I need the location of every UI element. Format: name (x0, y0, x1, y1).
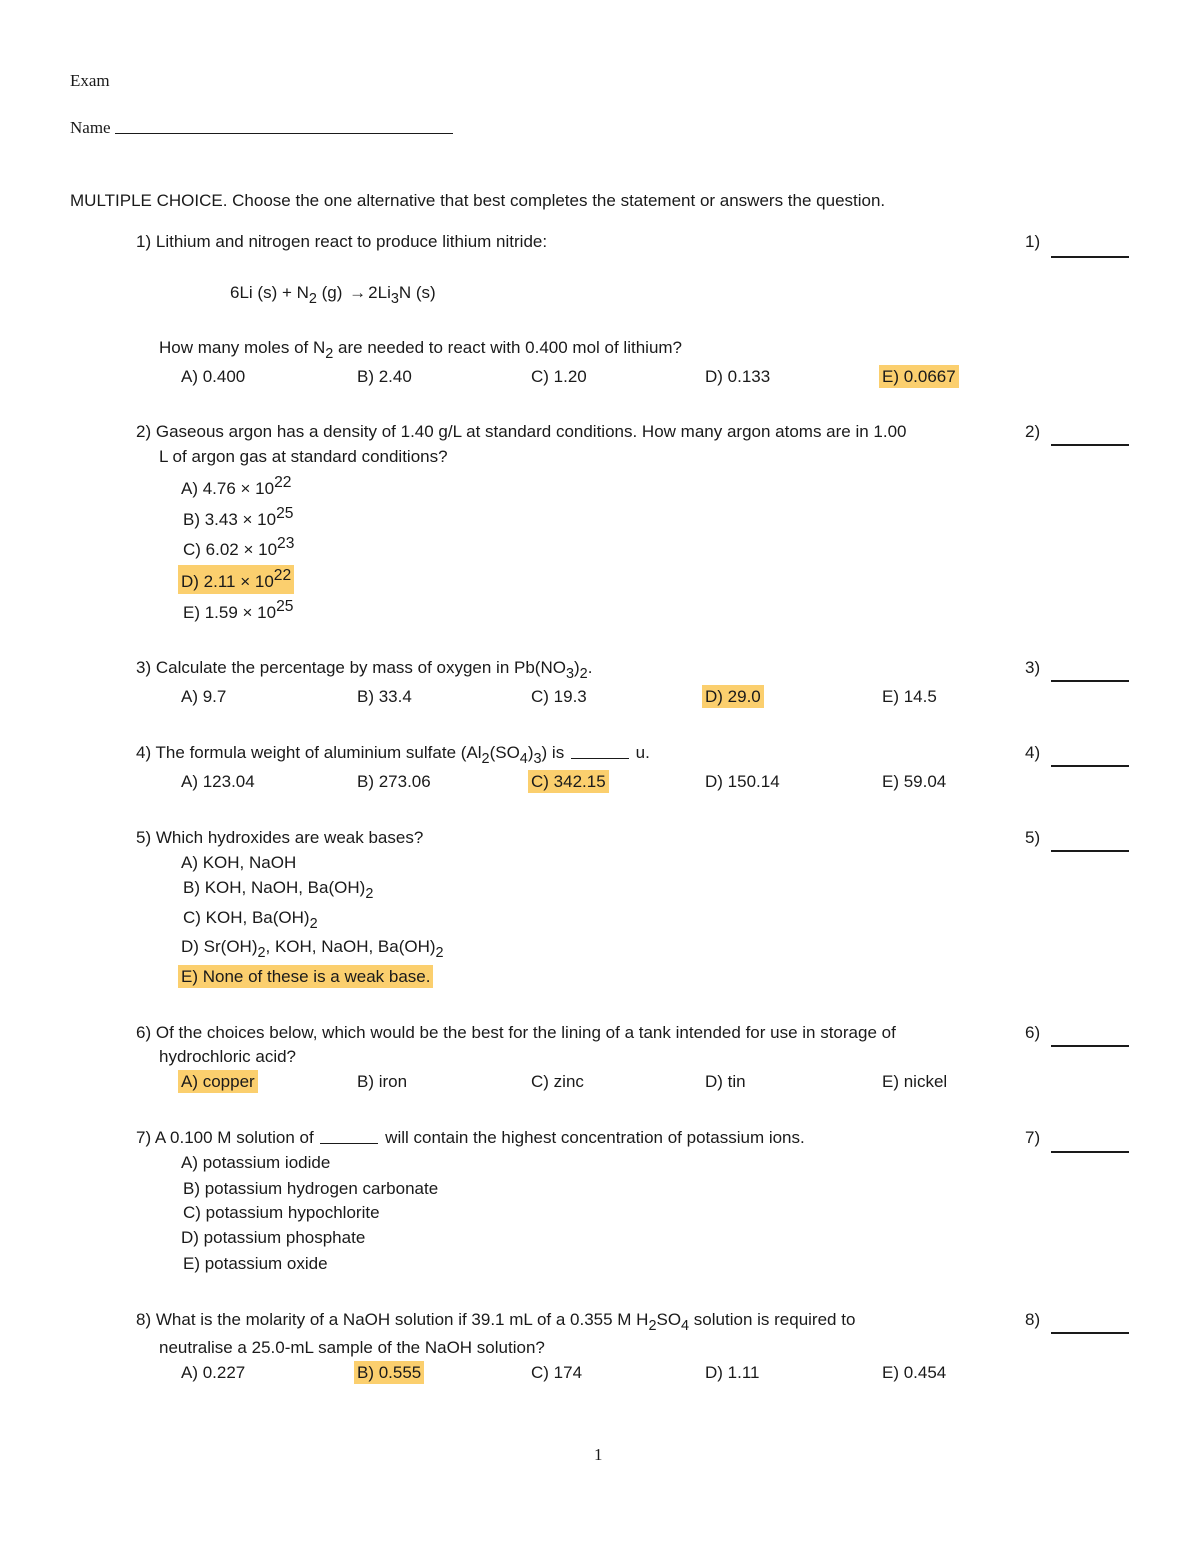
answer-line[interactable] (1051, 680, 1129, 682)
option-b[interactable]: B) 3.43 × 1025 (183, 505, 294, 529)
option-c[interactable]: C) zinc (531, 1072, 584, 1091)
option-b[interactable]: B) 2.40 (357, 367, 412, 386)
option-e-highlighted[interactable]: E) None of these is a weak base. (178, 965, 433, 988)
option-e[interactable]: E) potassium oxide (183, 1254, 328, 1273)
answer-number: 4) (1025, 743, 1041, 762)
answer-line[interactable] (1051, 1045, 1129, 1047)
question-stem-line2: L of argon gas at standard conditions? (159, 447, 448, 466)
option-d[interactable]: D) 1.11 (705, 1363, 760, 1382)
option-d[interactable]: D) $Sr(OH)_2$, KOH, NaOH, $Ba(OH)_2$ (181, 937, 444, 961)
option-c[interactable]: C) 1.20 (531, 367, 587, 386)
option-d[interactable]: D) 0.133 (705, 367, 771, 386)
option-d-highlighted[interactable]: D) 2.11 × 1022 (178, 565, 294, 594)
question-stem: 5) Which hydroxides are weak bases? (136, 828, 424, 847)
name-label: Name (70, 118, 111, 137)
option-c[interactable]: C) 19.3 (531, 687, 587, 706)
answer-number: 2) (1025, 422, 1041, 441)
option-e[interactable]: E) nickel (882, 1072, 948, 1091)
answer-line[interactable] (1051, 765, 1129, 767)
option-e[interactable]: E) 0.454 (882, 1363, 947, 1382)
fill-in-blank[interactable] (571, 758, 629, 759)
question-stem: 4) The formula weight of aluminium sulfate $(Al_2(SO_4)_3)$ is u. (136, 743, 650, 767)
answer-line[interactable] (1051, 1332, 1129, 1334)
option-b[interactable]: B) KOH, NaOH, $Ba(OH)_2$ (183, 878, 374, 902)
answer-line[interactable] (1051, 1151, 1129, 1153)
option-e[interactable]: E) 1.59 × 1025 (183, 598, 294, 622)
answer-number: 7) (1025, 1128, 1041, 1147)
option-e[interactable]: E) 14.5 (882, 687, 937, 706)
exam-label: Exam (70, 71, 110, 90)
question-stem: 3) Calculate the percentage by mass of oxygen in $Pb(NO_3)_2$. (136, 658, 593, 682)
option-b[interactable]: B) 33.4 (357, 687, 412, 706)
instructions: MULTIPLE CHOICE. Choose the one alternative that best completes the statement or answers the question. (70, 191, 886, 210)
answer-number: 5) (1025, 828, 1041, 847)
option-e-highlighted[interactable]: E) 0.0667 (879, 365, 959, 388)
question-number: 1) Lithium and nitrogen react to produce lithium nitride: (136, 232, 548, 251)
answer-line[interactable] (1051, 444, 1129, 446)
option-a[interactable]: A) 0.227 (181, 1363, 246, 1382)
answer-line[interactable] (1051, 850, 1129, 852)
option-d[interactable]: D) potassium phosphate (181, 1228, 366, 1247)
question-stem: 8) What is the molarity of a NaOH solution if 39.1 mL of a 0.355 M $H_2SO_4$ solution is required to (136, 1310, 856, 1334)
answer-number: 3) (1025, 658, 1041, 677)
chemical-equation: 6Li $(s) + N_2$ $(g) \to 2Li_3N$ (s) (230, 283, 436, 307)
option-a[interactable]: A) 9.7 (181, 687, 227, 706)
question-stem-line2: neutralise a 25.0-mL sample of the NaOH solution? (159, 1338, 545, 1357)
option-a[interactable]: A) 4.76 × 1022 (181, 474, 292, 498)
option-a-highlighted[interactable]: A) copper (178, 1070, 258, 1093)
option-c[interactable]: C) KOH, $Ba(OH)_2$ (183, 908, 318, 932)
option-a[interactable]: A) KOH, NaOH (181, 853, 297, 872)
question-stem: 2) Gaseous argon has a density of 1.40 g/L at standard conditions. How many argon atoms are in 1.00 (136, 422, 907, 441)
option-a[interactable]: A) 0.400 (181, 367, 246, 386)
option-b[interactable]: B) 273.06 (357, 772, 431, 791)
option-b[interactable]: B) potassium hydrogen carbonate (183, 1179, 439, 1198)
answer-number: 1) (1025, 232, 1041, 251)
answer-line[interactable] (1051, 256, 1129, 258)
option-a[interactable]: A) potassium iodide (181, 1153, 331, 1172)
option-c-highlighted[interactable]: C) 342.15 (528, 770, 609, 793)
option-c[interactable]: C) potassium hypochlorite (183, 1203, 380, 1222)
question-followup: How many moles of $N_2$ are needed to react with 0.400 mol of lithium? (159, 338, 683, 362)
name-field-line[interactable] (115, 133, 453, 134)
option-c[interactable]: C) 174 (531, 1363, 583, 1382)
answer-number: 8) (1025, 1310, 1041, 1329)
option-c[interactable]: C) 6.02 × 1023 (183, 535, 295, 559)
question-stem-line2: hydrochloric acid? (159, 1047, 297, 1066)
answer-number: 6) (1025, 1023, 1041, 1042)
option-b-highlighted[interactable]: B) 0.555 (354, 1361, 424, 1384)
page-number: 1 (594, 1445, 603, 1464)
option-d-highlighted[interactable]: D) 29.0 (702, 685, 764, 708)
option-d[interactable]: D) 150.14 (705, 772, 780, 791)
question-stem: 6) Of the choices below, which would be the best for the lining of a tank intended for use in storage of (136, 1023, 896, 1042)
option-b[interactable]: B) iron (357, 1072, 408, 1091)
option-d[interactable]: D) tin (705, 1072, 746, 1091)
option-a[interactable]: A) 123.04 (181, 772, 255, 791)
question-stem: 7) A 0.100 M solution of will contain the highest concentration of potassium ions. (136, 1128, 805, 1147)
option-e[interactable]: E) 59.04 (882, 772, 947, 791)
fill-in-blank[interactable] (320, 1143, 378, 1144)
reaction-arrow-icon: → (349, 283, 367, 302)
